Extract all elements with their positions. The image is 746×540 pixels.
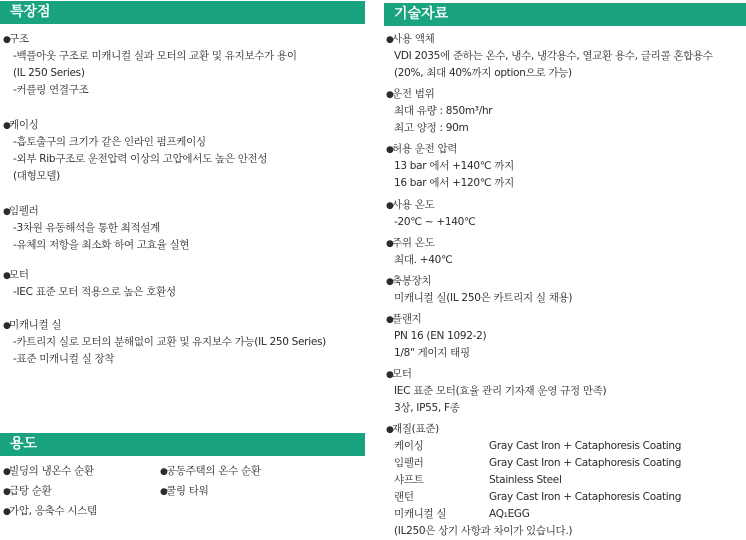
tech-header: 기술자료 [384,3,746,26]
usage-list [0,463,365,533]
bullet-icon: ● [386,370,394,380]
features-item-line: -3차원 유동해석을 통한 최적설계 [13,222,160,234]
tech-item-line: 미캐니컬 실(IL 250은 카트리지 실 채용) [394,292,573,304]
usage-item: ●급탕 순환 [3,485,52,497]
features-item-line: -IEC 표준 모터 적용으로 높은 호환성 [13,286,176,298]
tech-item-line: 13 bar 에서 +140℃ 까지 [394,160,514,172]
tech-item-head: ●사용 액체 [386,31,746,48]
bullet-icon: ● [386,315,394,325]
features-item-head: ●임펠러 [3,203,363,220]
bullet-icon: ● [3,271,11,281]
material-row: 미캐니컬 실 AQ₁EGG [394,508,530,520]
tech-item-head: ●축봉장치 [386,273,746,290]
tech-item-head: ●사용 온도 [386,197,746,214]
features-item-head: ●케이싱 [3,117,363,134]
bullet-icon: ● [3,321,11,331]
bullet-icon: ● [386,277,394,287]
features-item-line: (대형모델) [13,170,60,182]
features-item-line: -유체의 저항을 최소화 하여 고효율 실현 [13,239,190,251]
tech-materials-head: ●재질(표준) [386,421,746,438]
tech-item-line: IEC 표준 모터(효율 관리 기자재 운영 규정 만족) [394,385,607,397]
features-item-line: -흡토출구의 크기가 같은 인라인 펌프케이싱 [13,136,206,148]
tech-item-line: 1/8" 게이지 태핑 [394,347,470,359]
usage-item: ●빌딩의 냉온수 순환 [3,465,94,477]
bullet-icon: ● [386,35,394,45]
features-item-line: -카트리지 실로 모터의 분해없이 교환 및 유지보수 가능(IL 250 Series) [13,336,326,348]
features-header: 특장점 [0,1,365,24]
features-item-head: ●구조 [3,31,363,48]
tech-item-line: PN 16 (EN 1092-2) [394,330,487,342]
features-item-line: -표준 미캐니컬 실 장착 [13,353,115,365]
tech-item-head: ●운전 범위 [386,86,746,103]
materials-note: (IL250은 상기 사항과 차이가 있습니다.) [394,525,573,537]
features-list [3,31,363,368]
tech-item-head: ●허용 운전 압력 [386,141,746,158]
tech-item-head: ●모터 [386,366,746,383]
material-row: 임펠러 Gray Cast Iron + Cataphoresis Coating [394,457,682,469]
material-row: 샤프트 Stainless Steel [394,474,562,486]
tech-list [386,31,746,540]
features-item-line: -외부 Rib구조로 운전압력 이상의 고압에서도 높은 안전성 [13,153,268,165]
material-row: 케이싱 Gray Cast Iron + Cataphoresis Coating [394,440,682,452]
features-item-line: -백플아웃 구조로 미캐니컬 실과 모터의 교환 및 유지보수가 용이 [13,50,297,62]
features-item-head: ●미캐니컬 실 [3,317,363,334]
bullet-icon: ● [3,207,11,217]
bullet-icon: ● [386,201,394,211]
tech-item-line: -20℃ ~ +140℃ [394,216,476,228]
tech-item-line: 3상, IP55, F종 [394,402,460,414]
features-item-line: -커플링 연결구조 [13,84,89,96]
tech-item-head: ●플랜지 [386,311,746,328]
tech-item-head: ●주위 온도 [386,235,746,252]
tech-item-line: (20%, 최대 40%까지 option으로 가능) [394,67,572,79]
tech-item-line: 최대 유량 : 850m³/hr [394,105,493,117]
bullet-icon: ● [3,121,11,131]
material-row: 랜턴 Gray Cast Iron + Cataphoresis Coating [394,491,682,503]
usage-item: ●공동주택의 온수 순환 [160,465,261,477]
bullet-icon: ● [386,239,394,249]
bullet-icon: ● [3,35,11,45]
tech-item-line: VDI 2035에 준하는 온수, 냉수, 냉각용수, 열교환 용수, 글리콜 혼합용수 [394,50,713,62]
bullet-icon: ● [386,90,394,100]
usage-item: ●가압, 응축수 시스템 [3,505,97,517]
bullet-icon: ● [386,145,394,155]
usage-item: ●쿨링 타워 [160,485,209,497]
tech-item-line: 최대. +40℃ [394,254,453,266]
features-item-head: ●모터 [3,267,363,284]
tech-item-line: 16 bar 에서 +120℃ 까지 [394,177,514,189]
tech-item-line: 최고 양정 : 90m [394,122,469,134]
bullet-icon: ● [386,425,394,435]
usage-header: 용도 [0,433,365,456]
features-item-line: (IL 250 Series) [13,67,85,79]
